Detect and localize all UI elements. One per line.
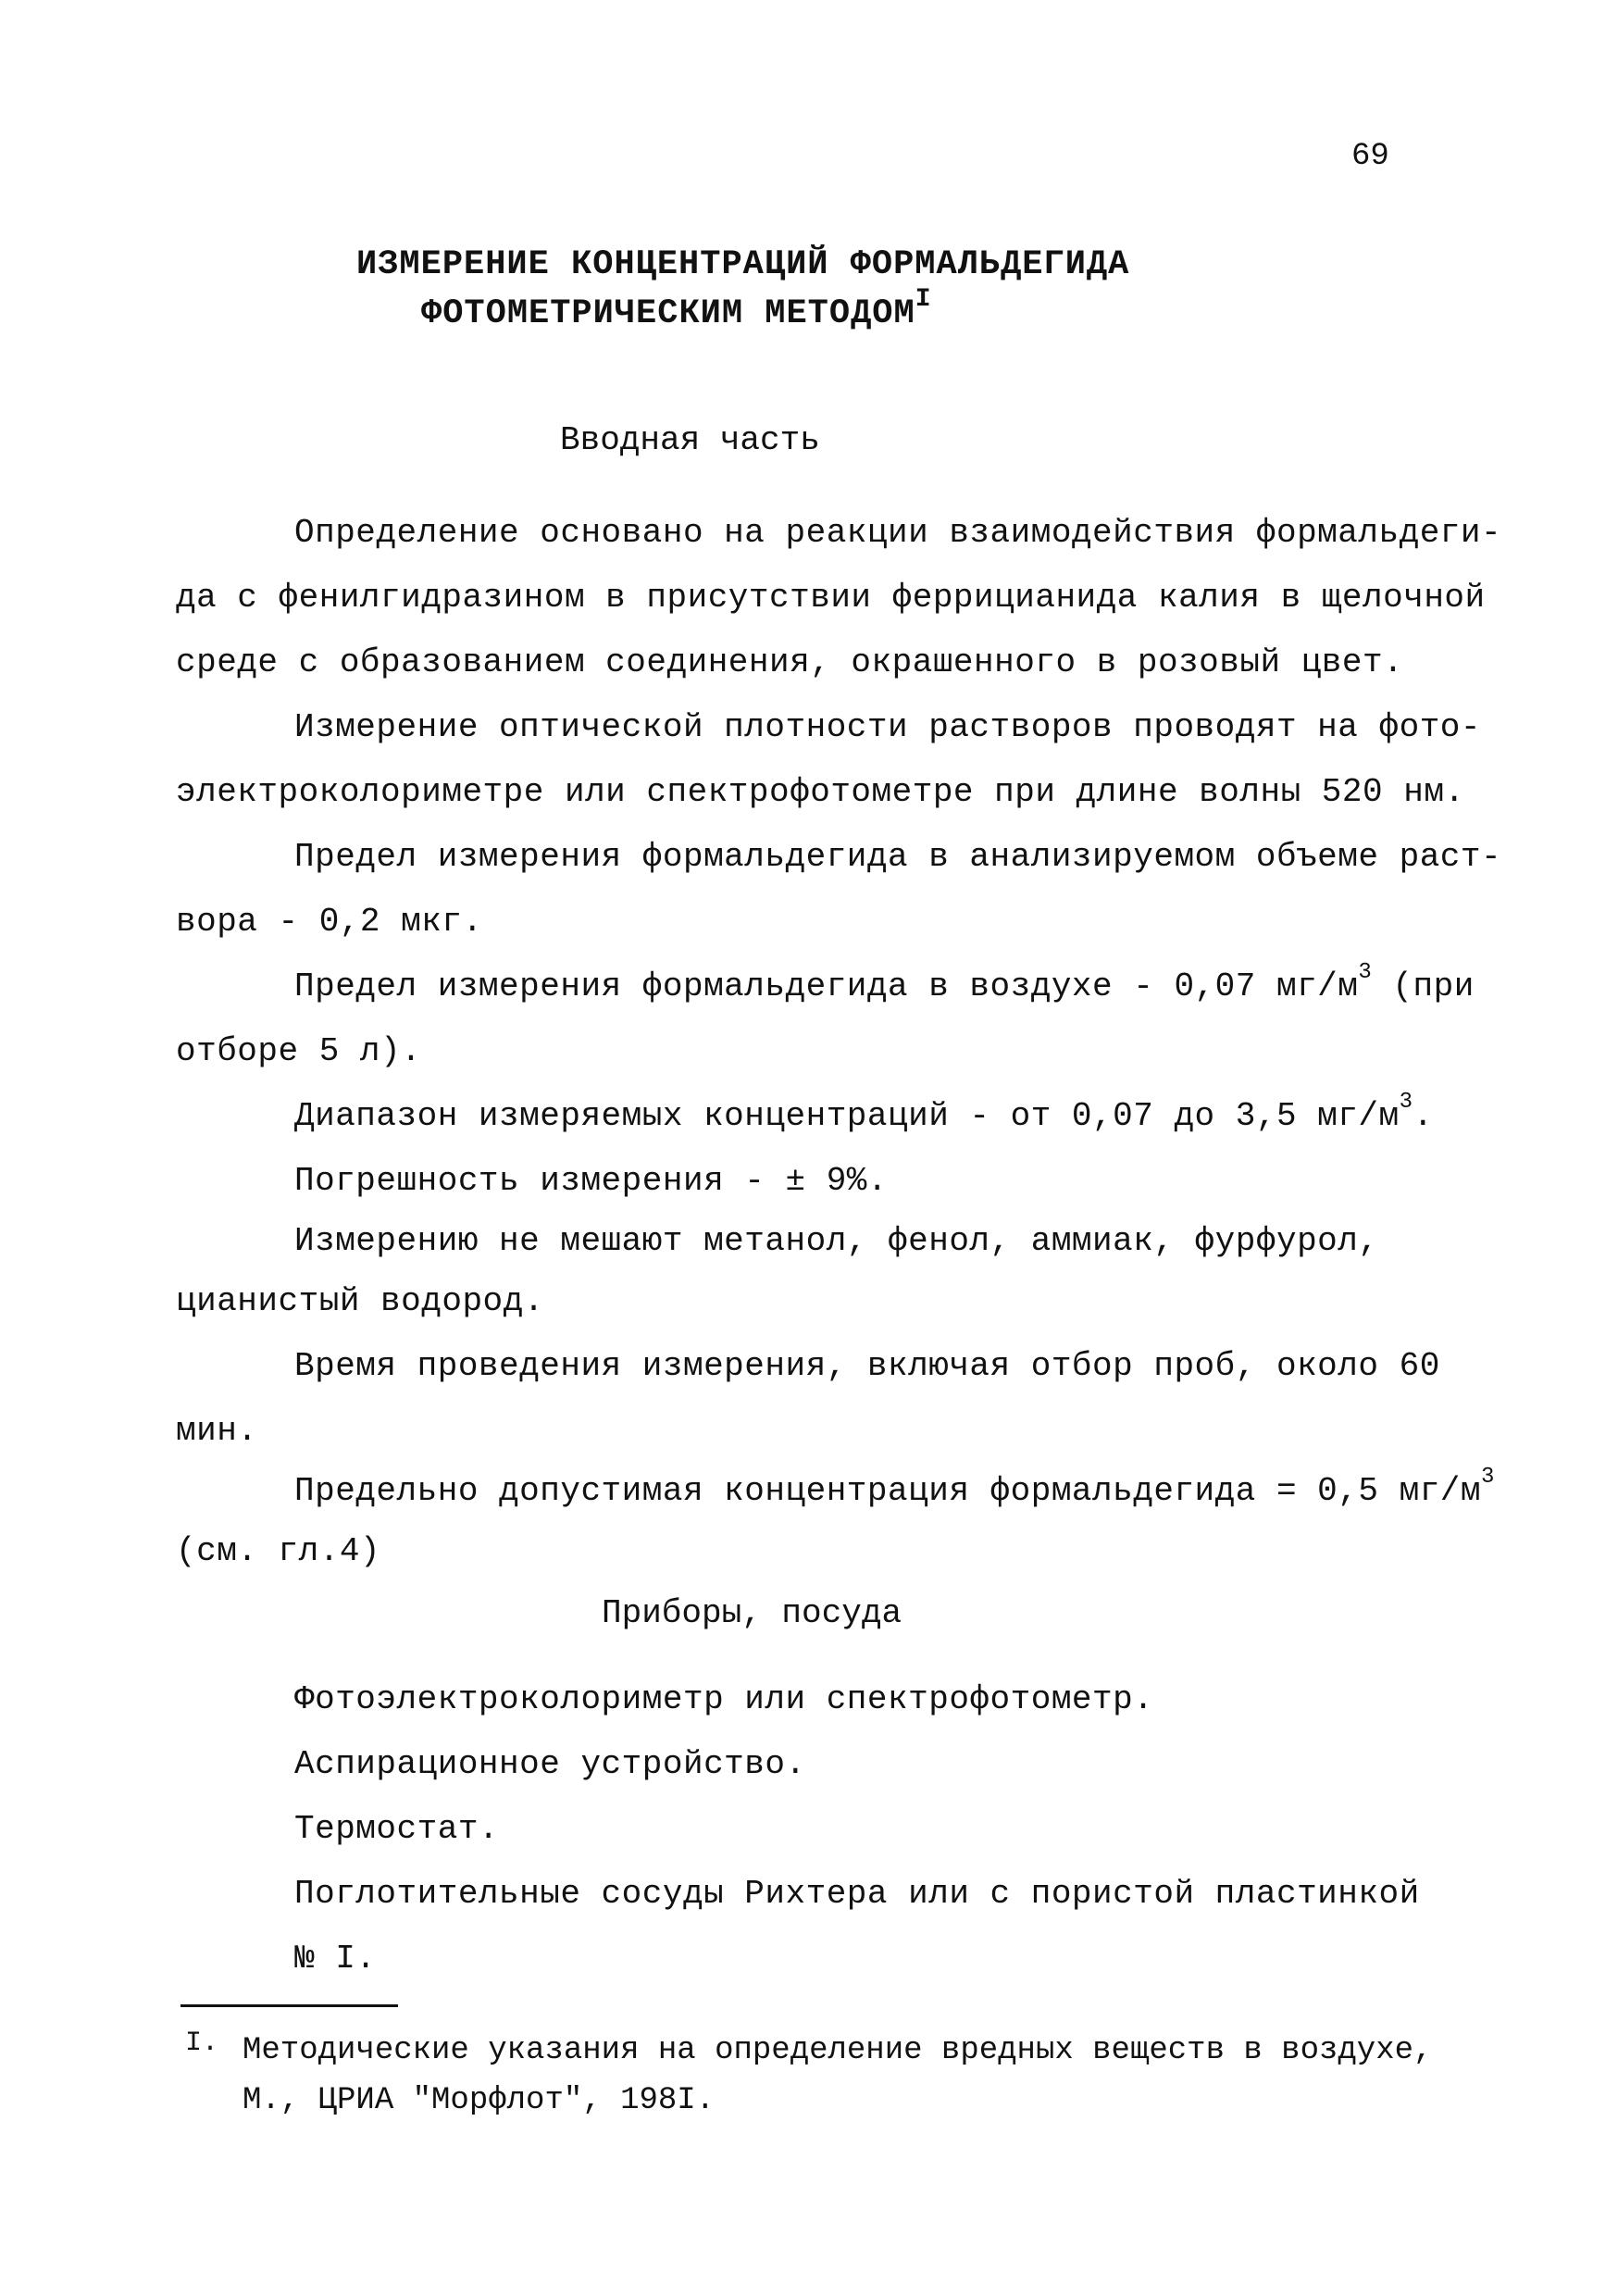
cube-superscript: 3 <box>1358 960 1373 985</box>
paragraph-line-air-limit <box>294 960 1475 1005</box>
paragraph-line: (см. гл.4) <box>176 1532 381 1570</box>
paragraph-line: отборе 5 л). <box>176 1032 422 1070</box>
equipment-item: № I. <box>294 1940 377 1978</box>
paragraph-line: вора - 0,2 мкг. <box>176 903 483 941</box>
air-limit-tail: (при <box>1392 967 1475 1005</box>
section-heading-intro: Вводная часть <box>560 421 820 459</box>
title-text-1: ИЗМЕРЕНИЕ КОНЦЕНТРАЦИЙ ФОРМАЛЬДЕГИДА <box>356 245 1130 284</box>
paragraph-line: да с фенилгидразином в присутствии феррицианида калия в щелочной <box>176 579 1486 617</box>
paragraph-line-mpc <box>294 1465 1495 1510</box>
paragraph-line: цианистый водород. <box>176 1282 544 1320</box>
section-heading-equipment: Приборы, посуда <box>602 1594 902 1632</box>
paragraph-line-range <box>294 1090 1434 1135</box>
document-title-line-1 <box>356 245 1129 284</box>
footnote-divider <box>180 2004 398 2007</box>
footnote-mark: I. <box>185 2028 219 2059</box>
cube-superscript: 3 <box>1399 1090 1413 1115</box>
mpc-text: Предельно допустимая концентрация формальдегида = 0,5 мг/м <box>294 1472 1482 1510</box>
footnote-line-2: М., ЦРИА "Морфлот", 198I. <box>243 2083 716 2118</box>
page-number: 69 <box>1351 139 1389 174</box>
equipment-item: Фотоэлектроколориметр или спектрофотометр. <box>294 1680 1154 1718</box>
air-limit-text: Предел измерения формальдегида в воздухе - 0,07 мг/м <box>294 967 1359 1005</box>
range-text: Диапазон измеряемых концентраций - от 0,07 до 3,5 мг/м <box>294 1097 1400 1135</box>
paragraph-line: электроколориметре или спектрофотометре при длине волны 520 нм. <box>176 773 1465 811</box>
paragraph-line: мин. <box>176 1412 258 1450</box>
cube-superscript: 3 <box>1481 1465 1495 1490</box>
title-footnote-ref: I <box>915 285 932 314</box>
paragraph-line: Время проведения измерения, включая отбор проб, около 60 <box>294 1347 1440 1385</box>
paragraph-line: Измерению не мешают метанол, фенол, аммиак, фурфурол, <box>294 1222 1379 1260</box>
paragraph-line: Предел измерения формальдегида в анализируемом объеме раст- <box>294 838 1502 876</box>
paragraph-line: среде с образованием соединения, окрашенного в розовый цвет. <box>176 643 1404 681</box>
equipment-item: Поглотительные сосуды Рихтера или с пористой пластинкой <box>294 1875 1420 1913</box>
document-title-line-2 <box>421 285 932 333</box>
paragraph-line: Погрешность измерения - ± 9%. <box>294 1162 889 1200</box>
footnote-line-1: Методические указания на определение вредных веществ в воздухе, <box>243 2033 1433 2068</box>
title-text-2: ФОТОМЕТРИЧЕСКИМ МЕТОДОМ <box>421 294 915 333</box>
equipment-item: Аспирационное устройство. <box>294 1745 806 1783</box>
paragraph-line: Измерение оптической плотности растворов проводят на фото- <box>294 708 1482 746</box>
paragraph-line: Определение основано на реакции взаимодействия формальдеги- <box>294 514 1502 552</box>
equipment-item: Термостат. <box>294 1810 500 1848</box>
range-period: . <box>1413 1097 1434 1135</box>
